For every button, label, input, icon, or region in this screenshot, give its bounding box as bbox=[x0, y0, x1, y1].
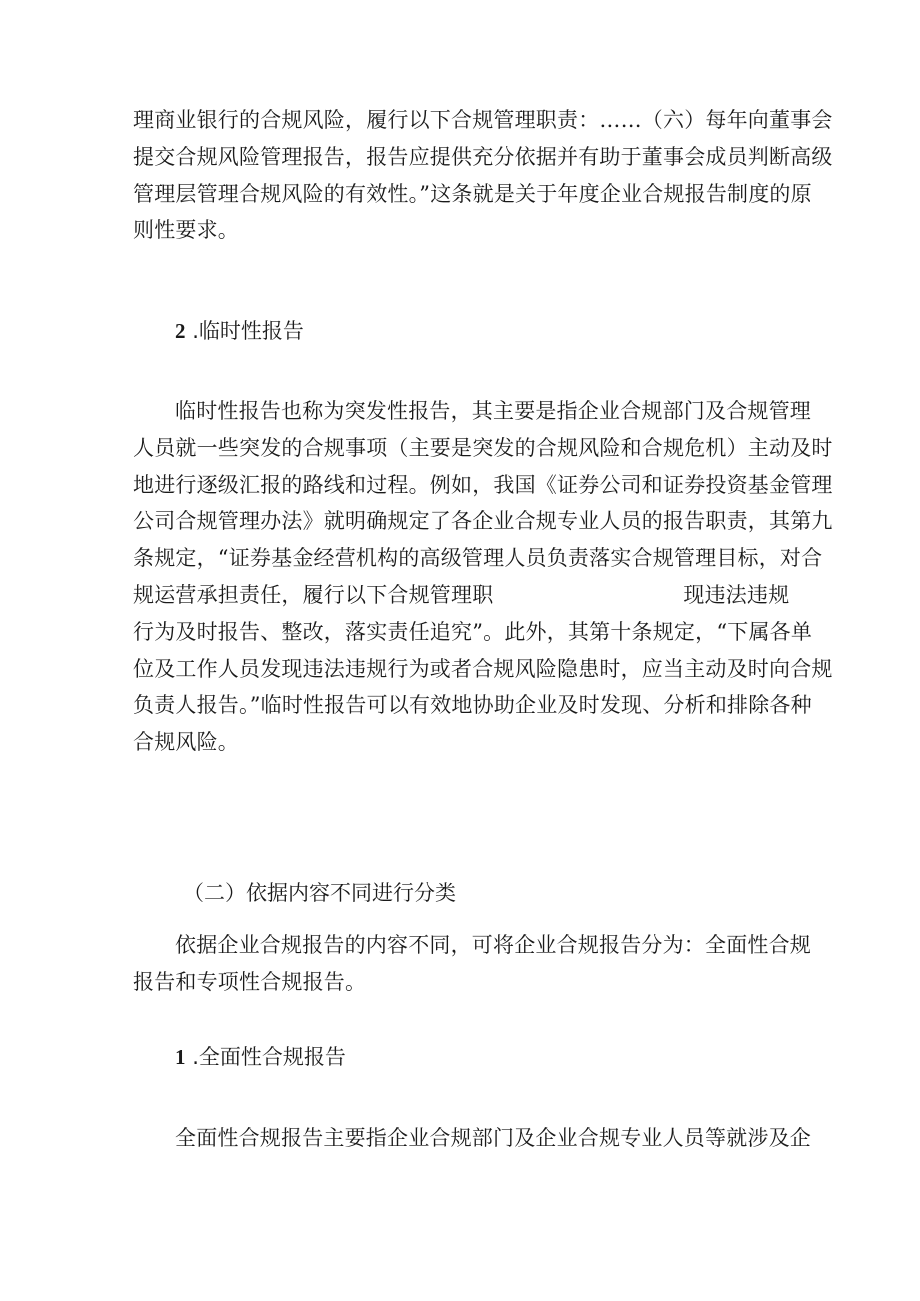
paragraph-line: 地进行逐级汇报的路线和过程。例如，我国《证券公司和证券投资基金管理 bbox=[133, 472, 833, 497]
section-heading-title: （二）依据内容不同进行分类 bbox=[183, 881, 456, 905]
paragraph-line: 则性要求。 bbox=[133, 218, 239, 243]
heading-comprehensive-report bbox=[175, 1041, 346, 1071]
paragraph-line: 临时性报告也称为突发性报告，其主要是指企业合规部门及合规管理 bbox=[175, 399, 811, 423]
paragraph-line: 管理层管理合规风险的有效性。”这条就是关于年度企业合规报告制度的原 bbox=[133, 181, 812, 206]
paragraph-line: 人员就一些突发的合规事项（主要是突发的合规风险和合规危机）主动及时 bbox=[133, 435, 833, 460]
paragraph-line: 合规风险。 bbox=[133, 730, 239, 755]
heading-title: .全面性合规报告 bbox=[192, 1045, 346, 1069]
paragraph-line: 报告和专项性合规报告。 bbox=[133, 969, 367, 994]
paragraph-temporary-report bbox=[133, 393, 833, 761]
paragraph-line: 全面性合规报告主要指企业合规部门及企业合规专业人员等就涉及企 bbox=[175, 1126, 811, 1150]
heading-title: .临时性报告 bbox=[192, 319, 304, 343]
paragraph-content-classification bbox=[133, 927, 811, 1001]
paragraph-line: 负责人报告。”临时性报告可以有效地协助企业及时发现、分析和排除各种 bbox=[133, 693, 812, 718]
paragraph-line-split bbox=[133, 577, 795, 614]
paragraph-line: 理商业银行的合规风险，履行以下合规管理职责：……（六）每年向董事会 bbox=[133, 108, 833, 132]
paragraph-comprehensive-report bbox=[133, 1120, 811, 1157]
paragraph-line-right: 现违法违规 bbox=[683, 582, 790, 607]
paragraph-line: 位及工作人员发现违法违规行为或者合规风险隐患时，应当主动及时向合规 bbox=[133, 656, 833, 681]
paragraph-line-left: 规运营承担责任，履行以下合规管理职 bbox=[133, 582, 494, 607]
heading-number: 1 bbox=[175, 1045, 186, 1069]
section-heading-content-classification bbox=[183, 877, 456, 907]
heading-temporary-report bbox=[175, 315, 304, 345]
paragraph-line: 条规定，“证券基金经营机构的高级管理人员负责落实合规管理目标，对合 bbox=[133, 546, 823, 571]
paragraph-line: 行为及时报告、整改，落实责任追究”。此外，其第十条规定，“下属各单 bbox=[133, 619, 813, 644]
paragraph-line: 依据企业合规报告的内容不同，可将企业合规报告分为：全面性合规 bbox=[175, 933, 811, 957]
paragraph-line: 提交合规风险管理报告，报告应提供充分依据并有助于董事会成员判断高级 bbox=[133, 144, 833, 169]
heading-number: 2 bbox=[175, 319, 186, 343]
paragraph-line: 公司合规管理办法》就明确规定了各企业合规专业人员的报告职责，其第九 bbox=[133, 509, 833, 534]
paragraph-annual-report bbox=[133, 102, 833, 249]
